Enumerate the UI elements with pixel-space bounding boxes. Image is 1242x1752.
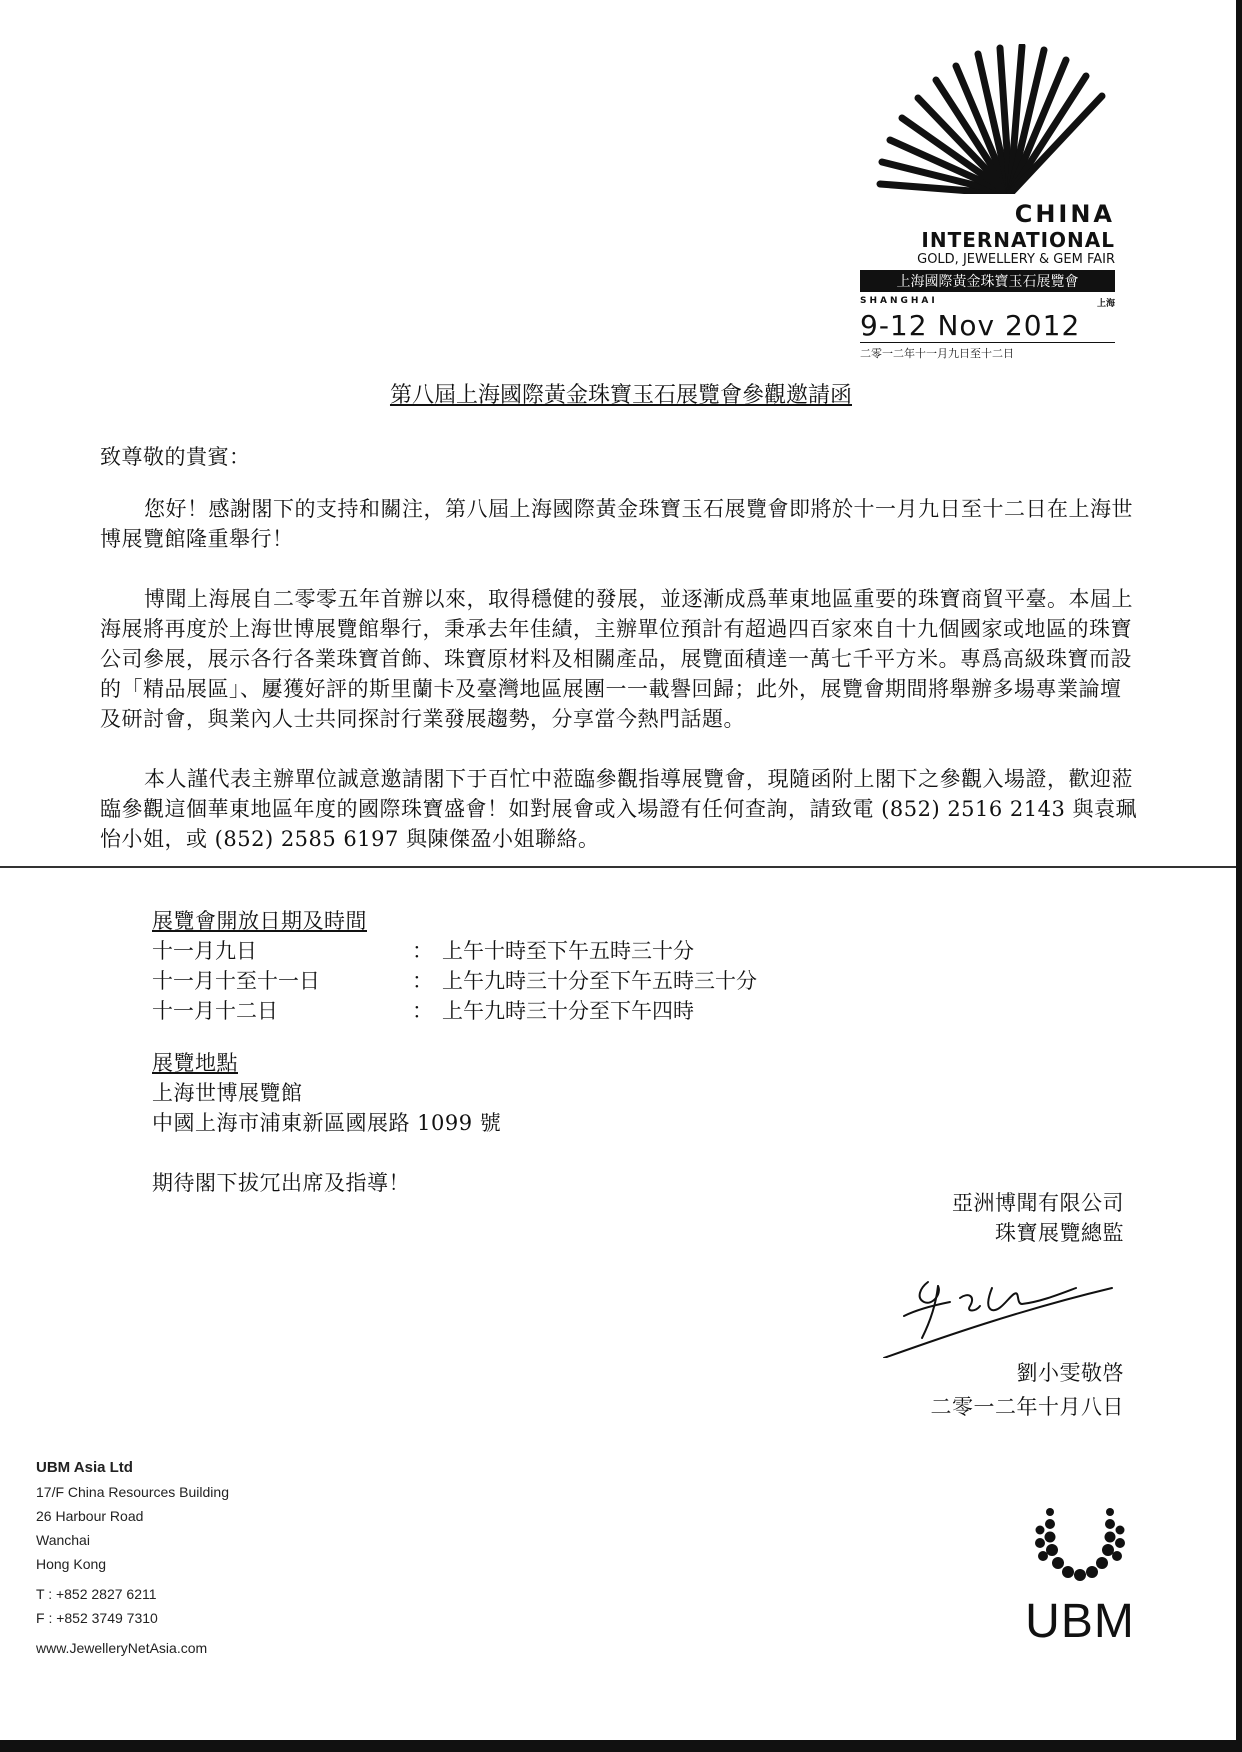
- signature-block: [880, 1188, 1124, 1248]
- schedule-row: [152, 996, 757, 1026]
- schedule-date: 十一月十至十一日: [152, 969, 320, 993]
- letter-date: 二零一二年十月八日: [930, 1395, 1124, 1419]
- paragraph-2: 博聞上海展自二零零五年首辦以來，取得穩健的發展，並逐漸成爲華東地區重要的珠寶商貿平臺。本屆上海展將再度於上海世博展覽館舉行，秉承去年佳績，主辦單位預計有超過四百家來自十九個國家或地區的珠寶公司參展，展示各行各業珠寶首飾、珠寶原材料及相關產品，展覽面積達一萬七千平方米。專爲高級珠寶而設的「精品展區」、屢獲好評的斯里蘭卡及臺灣地區展團一一載譽回歸；此外，展覽會期間將舉辦多場專業論壇及研討會，與業內人士共同探討行業發展趨勢，分享當今熱門話題。: [100, 587, 1133, 731]
- letter-title: 第八屆上海國際黃金珠寶玉石展覽會參觀邀請函: [389, 383, 852, 408]
- schedule-section: [152, 906, 757, 1198]
- footer-web: www.JewelleryNetAsia.com: [36, 1640, 208, 1656]
- schedule-colon: ：: [412, 999, 433, 1023]
- fair-name-subtitle: GOLD, JEWELLERY & GEM FAIR: [917, 252, 1115, 267]
- organization: 亞洲博聞有限公司: [952, 1191, 1124, 1215]
- ubm-logo: [1010, 1500, 1150, 1649]
- sunburst-logo-icon: [860, 44, 1115, 204]
- footer-address-line: Hong Kong: [36, 1556, 107, 1572]
- footer-fax: F : +852 3749 7310: [36, 1610, 158, 1626]
- venue-address: 中國上海市浦東新區國展路 1099 號: [152, 1111, 502, 1135]
- fair-name-international: INTERNATIONAL: [921, 228, 1115, 252]
- schedule-row: [152, 966, 757, 996]
- schedule-colon: ：: [412, 939, 433, 963]
- fair-chinese-banner: 上海國際黃金珠寶玉石展覽會: [860, 270, 1115, 292]
- scan-edge-right: [1236, 0, 1242, 1752]
- fold-line: [0, 866, 1242, 868]
- fair-name-china: CHINA: [1014, 200, 1115, 228]
- paragraph-1: 您好！感謝閣下的支持和關注，第八屆上海國際黃金珠寶玉石展覽會即將於十一月九日至十二日在上海世博展覽館隆重舉行！: [100, 497, 1133, 551]
- salutation: 致尊敬的貴賓：: [100, 445, 251, 469]
- schedule-date: 十一月九日: [152, 939, 257, 963]
- footer-address-line: 26 Harbour Road: [36, 1508, 144, 1524]
- paragraph-3: 本人謹代表主辦單位誠意邀請閣下于百忙中蒞臨參觀指導展覽會，現隨函附上閣下之參觀入場證，歡迎蒞臨參觀這個華東地區年度的國際珠寶盛會！如對展會或入場證有任何查詢，請致電 (852) 2516 2143 與袁珮怡小姐，或 (852) 2585 6197 與陳傑盈小姐聯絡。: [100, 767, 1138, 851]
- fair-logo: [860, 44, 1115, 361]
- letter-body: [100, 494, 1140, 854]
- venue-name: 上海世博展覽館: [152, 1081, 303, 1105]
- company-footer: [36, 1456, 229, 1660]
- handwritten-signature: [880, 1258, 1120, 1358]
- schedule-time: 上午九時三十分至下午五時三十分: [442, 969, 757, 993]
- footer-address-line: Wanchai: [36, 1532, 90, 1548]
- fair-city-cn: 上海: [1096, 299, 1115, 309]
- schedule-time: 上午九時三十分至下午四時: [442, 999, 694, 1023]
- schedule-heading: 展覽會開放日期及時間: [152, 909, 367, 933]
- schedule-colon: ：: [412, 969, 433, 993]
- closing-line: 期待閣下拔冗出席及指導！: [152, 1171, 410, 1195]
- venue-heading: 展覽地點: [152, 1051, 238, 1075]
- fair-dates: 9-12 Nov 2012: [860, 309, 1081, 342]
- footer-address-line: 17/F China Resources Building: [36, 1484, 229, 1500]
- signer-block: [880, 1358, 1124, 1422]
- signer-name: 劉小雯敬啓: [1016, 1361, 1124, 1385]
- fair-dates-cn: 二零一二年十一月九日至十二日: [860, 342, 1115, 361]
- schedule-time: 上午十時至下午五時三十分: [442, 939, 694, 963]
- footer-company: UBM Asia Ltd: [36, 1459, 133, 1476]
- ubm-dots-icon: [1030, 1500, 1130, 1590]
- scan-edge-bottom: [0, 1740, 1242, 1752]
- position-title: 珠寶展覽總監: [995, 1221, 1124, 1245]
- schedule-row: [152, 936, 757, 966]
- schedule-date: 十一月十二日: [152, 999, 278, 1023]
- fair-city-en: SHANGHAI: [860, 296, 938, 306]
- ubm-wordmark: UBM: [1025, 1595, 1135, 1648]
- footer-tel: T : +852 2827 6211: [36, 1586, 157, 1602]
